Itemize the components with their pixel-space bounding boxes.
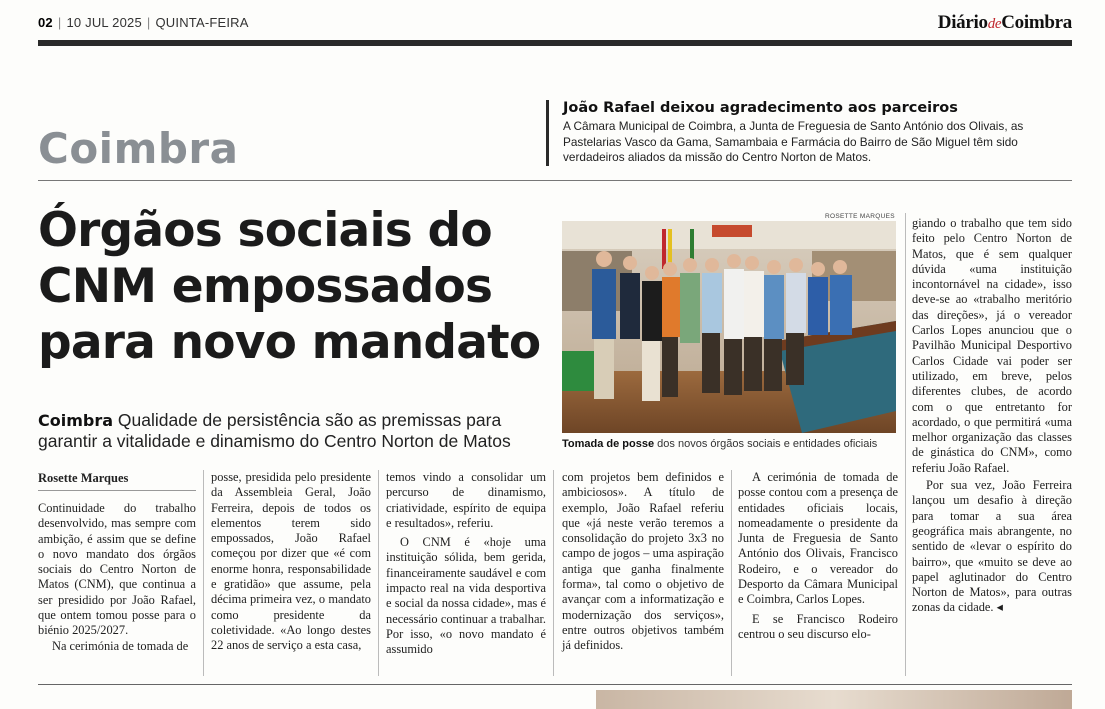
column-divider xyxy=(553,470,554,676)
paragraph: E se Francisco Rodeiro centrou o seu discurso elo- xyxy=(738,611,898,641)
caption-lead: Tomada de posse xyxy=(562,438,655,450)
weekday: QUINTA-FEIRA xyxy=(155,15,249,30)
paragraph: Na cerimónia de tomada de xyxy=(52,638,189,653)
section-title: Coimbra xyxy=(38,124,239,173)
next-article-image-edge xyxy=(596,690,1072,709)
standfirst-text: Qualidade de persistência são as premissas para garantir a vitalidade e dinamismo do Centro Norton de Matos xyxy=(38,410,511,451)
photo-credit: ROSETTE MARQUES xyxy=(825,213,895,220)
article-column-5 xyxy=(738,470,898,642)
article-column-3 xyxy=(386,470,546,658)
caption-text: dos novos órgãos sociais e entidades oficiais xyxy=(657,438,878,450)
section-divider xyxy=(38,180,1072,181)
article-column-4 xyxy=(562,470,724,654)
article-column-2 xyxy=(211,470,371,654)
paragraph: temos vindo a consolidar um percurso de dinamismo, criatividade, espírito de equipa e resultados», referiu. xyxy=(386,470,546,530)
article-column-1 xyxy=(38,501,196,654)
promo-text: A Câmara Municipal de Coimbra, a Junta de Freguesia de Santo António dos Olivais, as Pastelarias Vasco da Gama, Samambaia e Farmácia do Bairro de São Miguel têm sido verdadeiros aliados da missão do Centro Norton de Matos. xyxy=(563,119,1024,164)
page-number: 02 xyxy=(38,15,53,30)
paragraph: O CNM é «hoje uma instituição sólida, bem gerida, financeiramente saudável e com impacto real na vida desportiva e social da nossa cidade», mas é necessário continuar a trabalhar. Por isso, «o novo mandato é assumido xyxy=(386,535,546,657)
page-header xyxy=(38,10,1072,40)
issue-date: 10 JUL 2025 xyxy=(66,15,142,30)
article-standfirst xyxy=(38,410,550,452)
paragraph: posse, presidida pelo presidente da Assembleia Geral, João Ferreira, depois de todos os elementos terem sido empossados, João Rafael começou por dizer que «é com enorme honra, responsabilidade e gratidão» que assume, pela décima primeira vez, o mandato como presidente da coletividade. «Ao longo destes 22 anos de serviço a esta casa, xyxy=(211,470,371,653)
article-photo xyxy=(562,221,896,433)
photo-caption xyxy=(562,438,902,450)
header-rule xyxy=(38,40,1072,46)
article-headline: Órgãos sociais do CNM empossados para novo mandato xyxy=(38,203,541,370)
byline: Rosette Marques xyxy=(38,471,129,485)
column-divider xyxy=(905,213,906,676)
newspaper-logo: DiáriodeCoimbra xyxy=(937,12,1072,33)
promo-box xyxy=(546,100,1072,166)
promo-title: João Rafael deixou agradecimento aos parceiros xyxy=(563,100,958,116)
folio: 02 | 10 JUL 2025 | QUINTA-FEIRA xyxy=(38,15,249,30)
bottom-rule xyxy=(38,684,1072,685)
byline-rule xyxy=(38,490,196,491)
paragraph: com projetos bem definidos e ambiciosos». A título de exemplo, João Rafael referiu que «já neste verão teremos a consolidação do projeto 3x3 no campo de jogos – uma aspiração antiga que ganha finalmente forma», tal como o objetivo de avançar com a informatização e modernização dos serviços», entre outros objetivos também já definidos. xyxy=(562,470,724,653)
paragraph: Por sua vez, João Ferreira lançou um desafio à direção para tomar a sua área geográfica mais abrangente, no sentido de «levar o espírito do bairro», que «muito se deve ao papel aglutinador do Centro Norton de Matos», para outras zonas da cidade. ◂ xyxy=(912,478,1072,615)
column-divider xyxy=(203,470,204,676)
group-photo-image xyxy=(562,221,896,433)
article-column-6 xyxy=(912,216,1072,616)
standfirst-lead: Coimbra xyxy=(38,411,114,430)
column-divider xyxy=(731,470,732,676)
paragraph: A cerimónia de tomada de posse contou com a presença de entidades oficiais locais, nomeadamente o presidente da Junta de Freguesia de Santo António dos Olivais, Francisco Rodeiro, e o vereador do Desporto da Câmara Municipal e Coimbra, Carlos Lopes. xyxy=(738,470,898,607)
column-divider xyxy=(378,470,379,676)
paragraph: Continuidade do trabalho desenvolvido, mas sempre com ambição, é assim que se define o novo mandato dos órgãos sociais do Centro Norton de Matos (CNM), que continua a ser presidido por João Rafael, que ontem tomou posse para o biénio 2025/2027. xyxy=(38,501,196,638)
paragraph: giando o trabalho que tem sido feito pelo Centro Norton de Matos, que é sem qualquer dúvida «uma instituição incontornável na cidade», isso deve-se ao «trabalho meritório das direções», já o vereador Carlos Lopes anunciou que o Pavilhão Municipal Desportivo Carlos Cidade vai poder ser utilizado, em breve, pelos diferentes clubes, de acordo com o que entretanto for acordado, o que permitirá «uma melhor organização das classes de ginástica do CNM», como referiu João Rafael. xyxy=(912,216,1072,475)
